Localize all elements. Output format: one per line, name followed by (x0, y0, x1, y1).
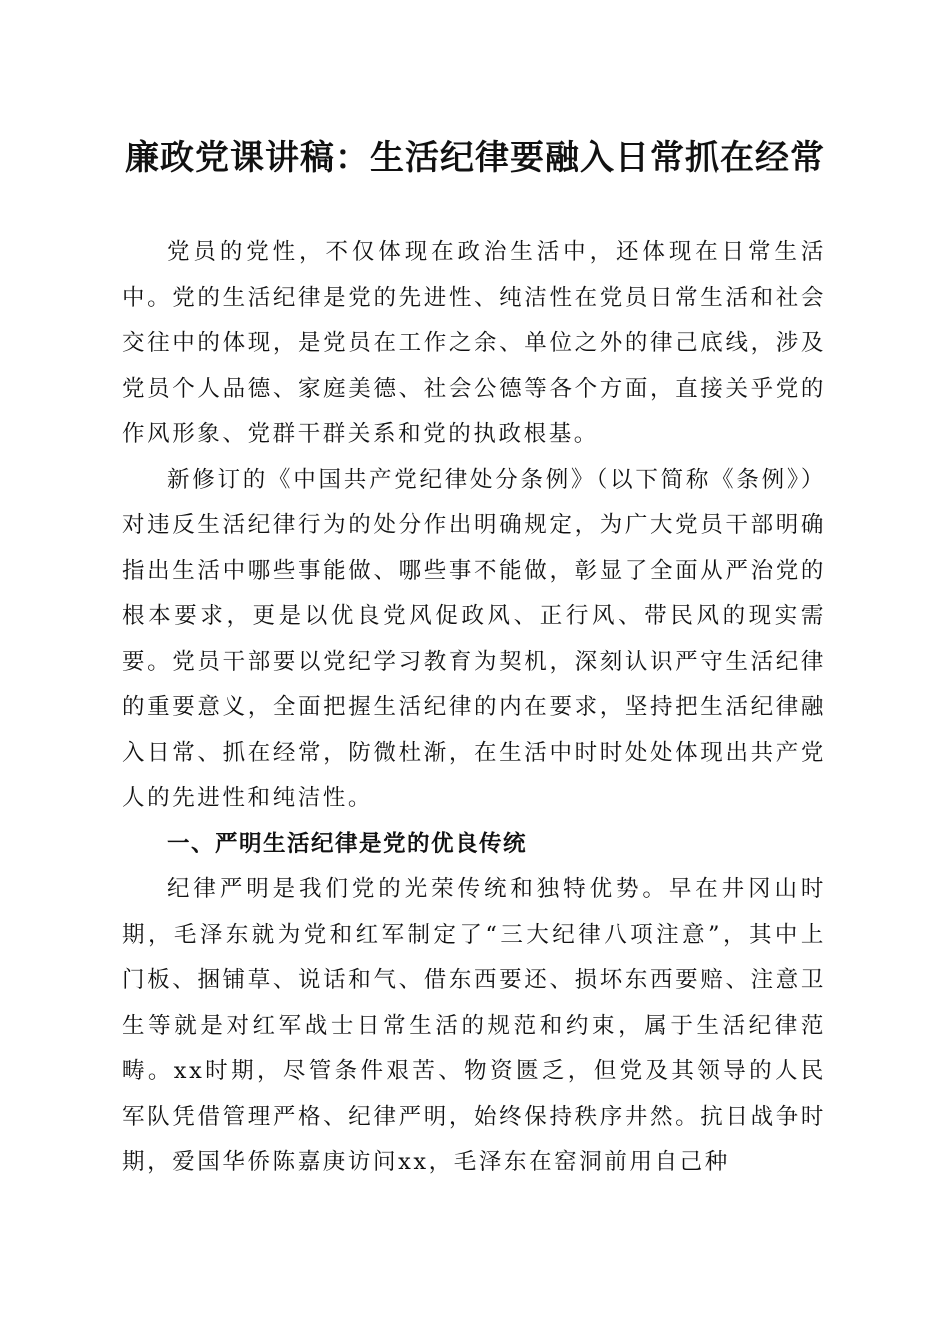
document-title: 廉政党课讲稿：生活纪律要融入日常抓在经常 (125, 138, 825, 178)
intro-paragraph-2: 新修订的《中国共产党纪律处分条例》（以下简称《条例》）对违反生活纪律行为的处分作出明确规定，为广大党员干部明确指出生活中哪些事能做、哪些事不能做，彰显了全面从严治党的根本要求，更是以优良党风促政风、正行风、带民风的现实需要。党员干部要以党纪学习教育为契机，深刻认识严守生活纪律的重要意义，全面把握生活纪律的内在要求，坚持把生活纪律融入日常、抓在经常，防微杜渐，在生活中时时处处体现出共产党人的先进性和纯洁性。 (122, 466, 826, 811)
document-body (122, 230, 826, 1186)
section-1-paragraph: 纪律严明是我们党的光荣传统和独特优势。早在井冈山时期，毛泽东就为党和红军制定了“三大纪律八项注意”，其中上门板、捆铺草、说话和气、借东西要还、损坏东西要赔、注意卫生等就是对红军战士日常生活的规范和约束，属于生活纪律范畴。xx时期，尽管条件艰苦、物资匮乏，但党及其领导的人民军队凭借管理严格、纪律严明，始终保持秩序井然。抗日战争时期，爱国华侨陈嘉庚访问xx，毛泽东在窑洞前用自己种 (122, 876, 826, 1175)
section-1-heading: 一、严明生活纪律是党的优良传统 (167, 830, 528, 857)
intro-paragraph-1: 党员的党性，不仅体现在政治生活中，还体现在日常生活中。党的生活纪律是党的先进性、纯洁性在党员日常生活和社会交往中的体现，是党员在工作之余、单位之外的律己底线，涉及党员个人品德、家庭美德、社会公德等各个方面，直接关乎党的作风形象、党群干群关系和党的执政根基。 (122, 239, 826, 447)
